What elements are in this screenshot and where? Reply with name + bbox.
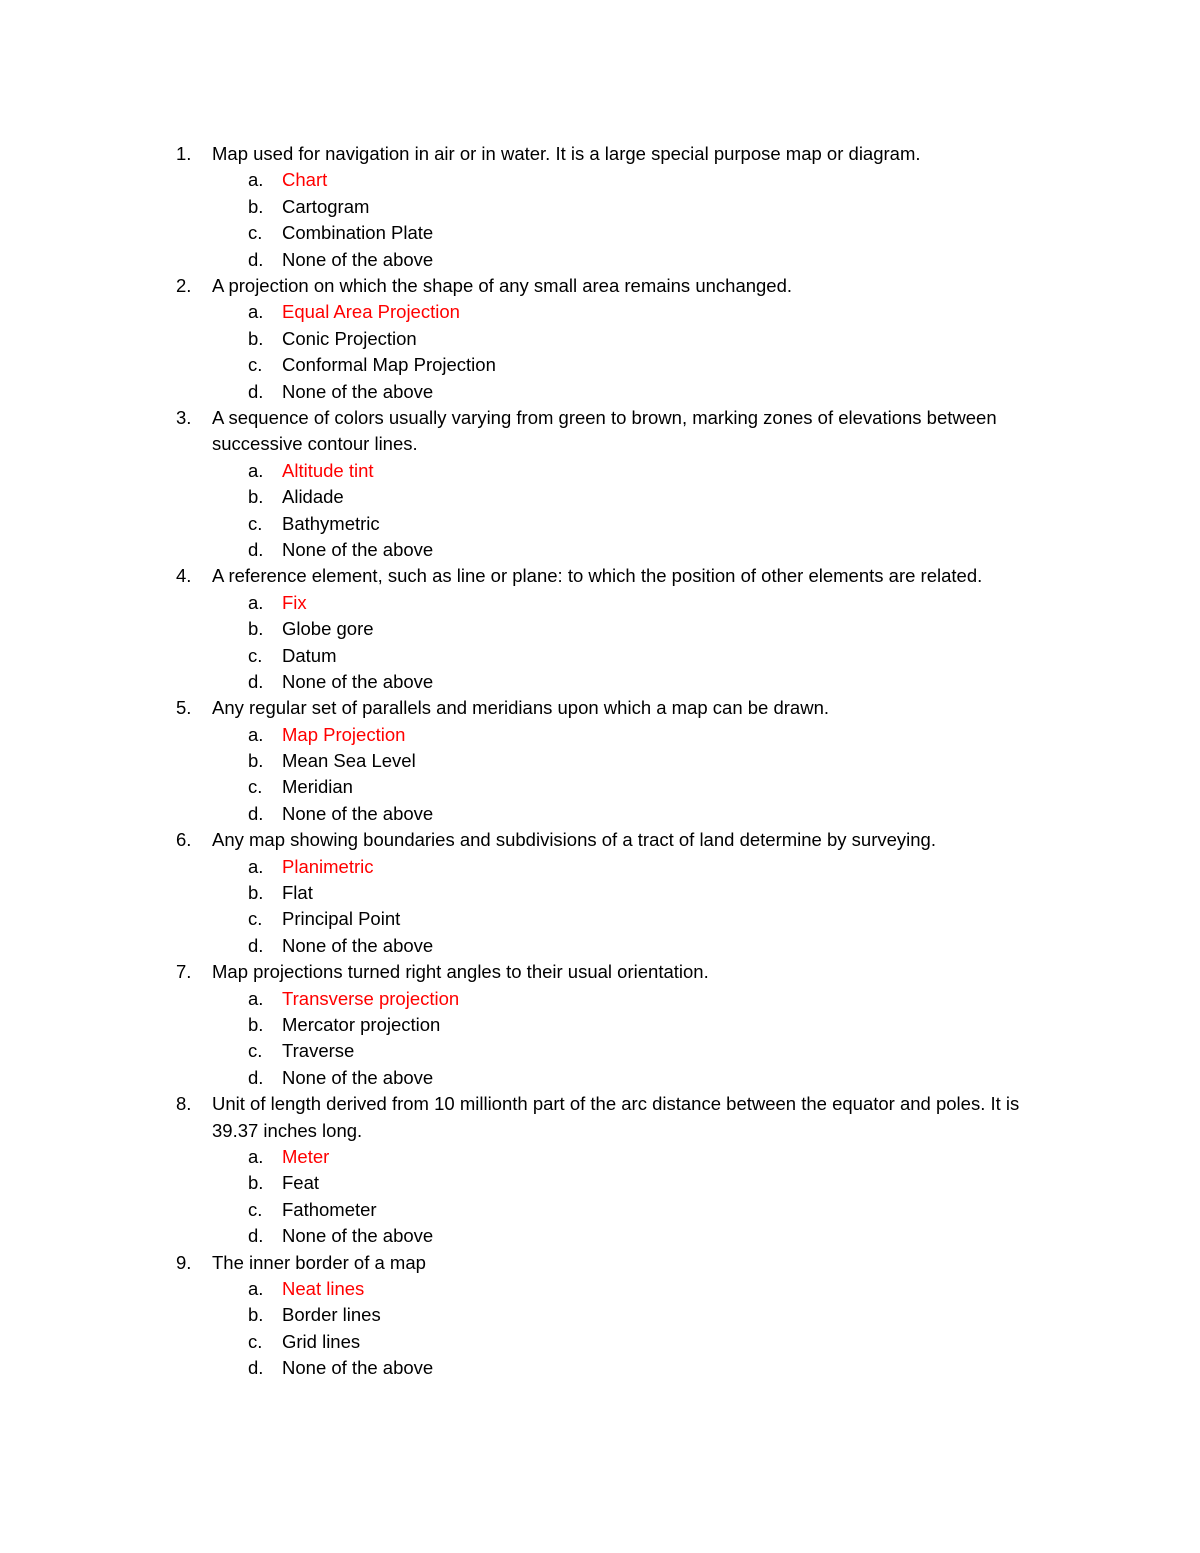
question-item — [0, 1250, 1200, 1382]
option-letter: b. — [248, 1304, 264, 1326]
answer-option — [0, 511, 1200, 537]
answer-option — [0, 986, 1200, 1012]
answer-option — [0, 220, 1200, 246]
answer-option — [0, 1038, 1200, 1064]
answer-option — [0, 1197, 1200, 1223]
answer-option — [0, 590, 1200, 616]
option-letter: b. — [248, 195, 264, 217]
option-letter: b. — [248, 618, 264, 640]
option-letter: d. — [248, 934, 264, 956]
question-item — [0, 959, 1200, 1091]
question-text: Map projections turned right angles to their usual orientation. — [212, 961, 709, 983]
option-letter: d. — [248, 248, 264, 270]
option-text: Feat — [282, 1172, 320, 1194]
answer-option — [0, 352, 1200, 378]
question-text: Map used for navigation in air or in water. It is a large special purpose map or diagram. — [212, 143, 921, 164]
question-row — [0, 405, 1200, 458]
question-row — [0, 827, 1200, 853]
correct-answer-text: Altitude tint — [282, 459, 374, 481]
answer-option — [0, 1329, 1200, 1355]
correct-answer-text: Transverse projection — [282, 987, 460, 1009]
answer-option — [0, 774, 1200, 800]
option-letter: c. — [248, 644, 263, 666]
answer-option — [0, 458, 1200, 484]
option-text: Principal Point — [282, 908, 401, 930]
option-letter: c. — [248, 222, 263, 244]
option-text: None of the above — [282, 1066, 434, 1088]
option-text: Mercator projection — [282, 1014, 441, 1036]
answer-option — [0, 854, 1200, 880]
option-letter: c. — [248, 908, 263, 930]
answer-option — [0, 1355, 1200, 1381]
correct-answer-text: Map Projection — [282, 723, 406, 745]
option-text: Cartogram — [282, 195, 370, 217]
answer-option — [0, 194, 1200, 220]
question-item — [0, 141, 1200, 273]
option-text: Fathometer — [282, 1198, 377, 1220]
answer-option — [0, 722, 1200, 748]
answer-option — [0, 326, 1200, 352]
answer-option — [0, 669, 1200, 695]
option-letter: b. — [248, 750, 264, 772]
option-letter: c. — [248, 1330, 263, 1352]
answer-option — [0, 484, 1200, 510]
question-text: The inner border of a map — [212, 1251, 426, 1273]
question-number: 4. — [176, 565, 192, 587]
question-number: 8. — [176, 1093, 192, 1115]
option-text: Flat — [282, 882, 313, 904]
correct-answer-text: Equal Area Projection — [282, 301, 460, 323]
option-letter: d. — [248, 1357, 264, 1379]
option-letter: b. — [248, 882, 264, 904]
answer-option — [0, 1276, 1200, 1302]
question-number: 6. — [176, 829, 192, 851]
answer-option — [0, 379, 1200, 405]
option-letter: a. — [248, 169, 264, 191]
answer-option — [0, 906, 1200, 932]
option-text: Combination Plate — [282, 222, 434, 244]
answer-option — [0, 801, 1200, 827]
option-text: None of the above — [282, 380, 434, 402]
option-text: None of the above — [282, 802, 434, 824]
question-number: 5. — [176, 697, 192, 719]
option-letter: a. — [248, 723, 264, 745]
question-row — [0, 1250, 1200, 1276]
option-text: Traverse — [282, 1040, 355, 1062]
answer-option — [0, 616, 1200, 642]
answer-option — [0, 537, 1200, 563]
question-item — [0, 695, 1200, 827]
option-text: None of the above — [282, 248, 434, 270]
answer-option — [0, 247, 1200, 273]
option-text: Meridian — [282, 776, 353, 798]
option-letter: c. — [248, 776, 263, 798]
correct-answer-text: Planimetric — [282, 855, 374, 877]
correct-answer-text: Fix — [282, 591, 307, 613]
question-text: Unit of length derived from 10 millionth part of the arc distance between the equator and poles. It is 39.37 inches long. — [212, 1093, 1020, 1141]
question-number: 3. — [176, 406, 192, 428]
option-letter: a. — [248, 1277, 264, 1299]
option-letter: a. — [248, 987, 264, 1009]
answer-option — [0, 1170, 1200, 1196]
option-letter: c. — [248, 354, 263, 376]
answer-option — [0, 1144, 1200, 1170]
option-letter: a. — [248, 1146, 264, 1167]
option-text: Globe gore — [282, 618, 374, 640]
question-text: A sequence of colors usually varying from green to brown, marking zones of elevations between successive contour lines. — [212, 406, 997, 455]
option-letter: b. — [248, 327, 264, 349]
option-letter: d. — [248, 538, 264, 560]
answer-option — [0, 933, 1200, 959]
option-letter: b. — [248, 1014, 264, 1036]
answer-option — [0, 643, 1200, 669]
question-row — [0, 1091, 1200, 1144]
answer-option — [0, 299, 1200, 325]
question-row — [0, 959, 1200, 985]
answer-option — [0, 748, 1200, 774]
question-number: 2. — [176, 274, 192, 296]
option-letter: a. — [248, 459, 264, 481]
option-letter: d. — [248, 670, 264, 692]
correct-answer-text: Neat lines — [282, 1277, 365, 1299]
question-item — [0, 273, 1200, 405]
question-row — [0, 141, 1200, 167]
option-letter: d. — [248, 802, 264, 824]
option-letter: b. — [248, 1172, 264, 1194]
option-text: Mean Sea Level — [282, 750, 416, 772]
question-number: 9. — [176, 1251, 192, 1273]
question-text: A reference element, such as line or plane: to which the position of other elements are related. — [212, 565, 983, 587]
option-text: Bathymetric — [282, 512, 380, 534]
question-item — [0, 563, 1200, 695]
option-text: Border lines — [282, 1304, 381, 1326]
option-text: None of the above — [282, 934, 434, 956]
option-letter: a. — [248, 855, 264, 877]
option-letter: d. — [248, 1225, 264, 1247]
question-row — [0, 695, 1200, 721]
correct-answer-text: Chart — [282, 169, 328, 191]
option-text: Conic Projection — [282, 327, 417, 349]
option-letter: d. — [248, 1066, 264, 1088]
question-row — [0, 273, 1200, 299]
option-letter: c. — [248, 1040, 263, 1062]
option-letter: a. — [248, 591, 264, 613]
option-text: None of the above — [282, 538, 434, 560]
question-list — [0, 141, 1200, 1382]
question-text: Any map showing boundaries and subdivisions of a tract of land determine by surveying. — [212, 829, 936, 851]
answer-option — [0, 1223, 1200, 1249]
option-text: Alidade — [282, 486, 344, 508]
option-letter: b. — [248, 486, 264, 508]
question-row — [0, 563, 1200, 589]
question-text: Any regular set of parallels and meridians upon which a map can be drawn. — [212, 697, 830, 719]
question-number: 7. — [176, 961, 192, 983]
question-text: A projection on which the shape of any small area remains unchanged. — [212, 274, 793, 296]
option-text: Grid lines — [282, 1330, 361, 1352]
option-text: None of the above — [282, 1357, 434, 1379]
option-letter: d. — [248, 380, 264, 402]
correct-answer-text: Meter — [282, 1146, 330, 1167]
option-text: None of the above — [282, 670, 434, 692]
option-letter: c. — [248, 512, 263, 534]
answer-option — [0, 1065, 1200, 1091]
option-text: Conformal Map Projection — [282, 354, 496, 376]
answer-option — [0, 1302, 1200, 1328]
question-item — [0, 405, 1200, 563]
option-text: Datum — [282, 644, 337, 666]
answer-option — [0, 1012, 1200, 1038]
question-item — [0, 1091, 1200, 1249]
answer-option — [0, 880, 1200, 906]
question-number: 1. — [176, 143, 192, 164]
option-letter: a. — [248, 301, 264, 323]
answer-option — [0, 167, 1200, 193]
option-letter: c. — [248, 1198, 263, 1220]
option-text: None of the above — [282, 1225, 434, 1247]
question-item — [0, 827, 1200, 959]
